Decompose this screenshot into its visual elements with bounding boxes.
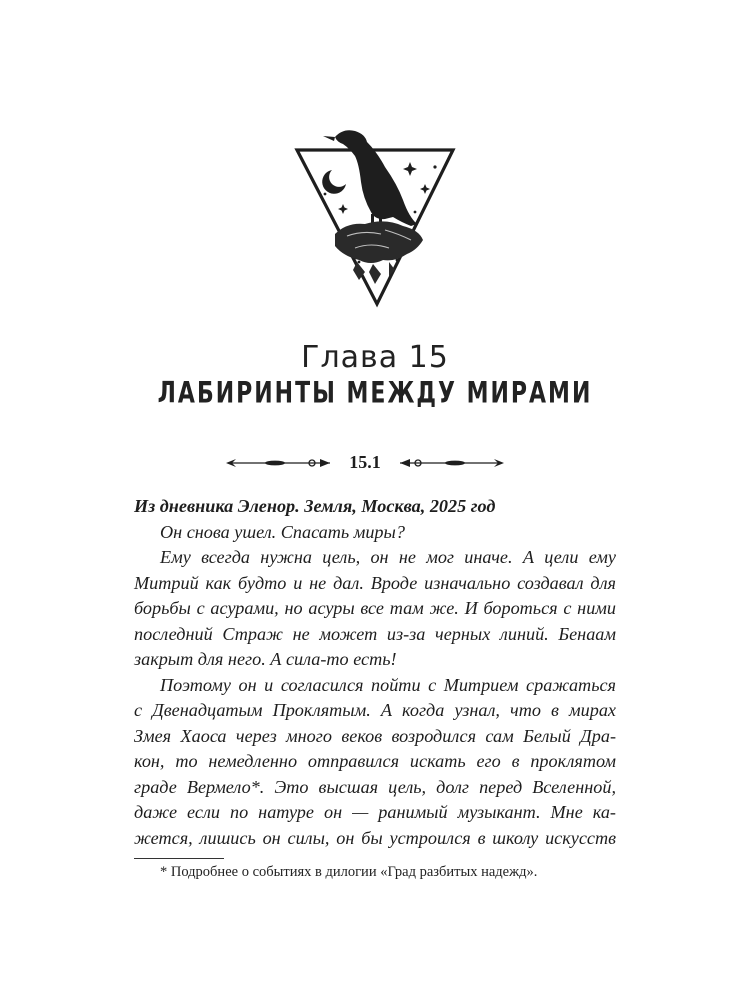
text-line: Он снова ушел. Спасать миры? [160, 521, 405, 542]
text-line: закрыт для него. А сила-то есть! [134, 649, 397, 669]
chapter-label: Глава 15 [301, 340, 449, 375]
section-number: 15.1 [340, 452, 390, 473]
footnote: * Подробнее о событиях в дилогии «Град разбитых надежд». [160, 864, 538, 880]
diary-heading: Из дневника Эленор. Земля, Москва, 2025 год [134, 496, 496, 516]
text-line: жется, лишись он силы, он бы устроился в школу искусств [134, 827, 616, 848]
body-lines [134, 520, 616, 852]
text-line: Митрий как будто и не дал. Вроде изначально создавал для [134, 572, 616, 593]
text-line: Змея Хаоса через много веков возродился сам Белый Дра- [134, 725, 616, 746]
text-line: с Двенадцатым Проклятым. А когда узнал, что в мирах [134, 700, 616, 720]
text-line: последний Страж не может из-за черных линий. Бенаам [134, 623, 616, 644]
chapter-title: ЛАБИРИНТЫ МЕЖДУ МИРАМИ [157, 376, 593, 411]
text-line: Ему всегда нужна цель, он не мог иначе. А цели ему [160, 547, 616, 567]
text-line: Поэтому он и согласился пойти с Митрием сражаться [160, 674, 616, 695]
text-line: граде Вермело*. Это высшая цель, долг перед Вселенной, [134, 776, 616, 797]
body-text [134, 494, 616, 851]
text-line: борьбы с асурами, но асуры все там же. И бороться с ними [134, 598, 616, 618]
text-line: даже если по натуре он — ранимый музыкант. Мне ка- [134, 802, 616, 822]
footnote-rule [134, 858, 224, 859]
raven-triangle-icon [285, 122, 465, 322]
text-line: кон, то немедленно отправился искать его в проклятом [134, 751, 616, 771]
